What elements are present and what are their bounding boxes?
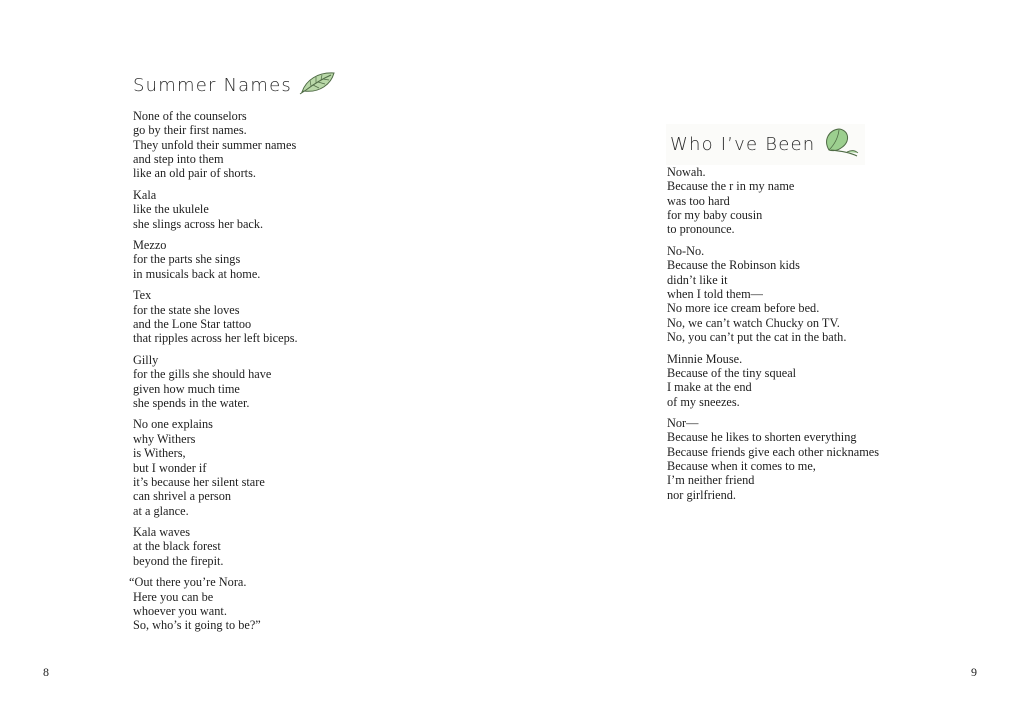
poem-line: it’s because her silent stare (133, 474, 265, 489)
page-number: 8 (43, 665, 49, 679)
stanza (133, 188, 298, 231)
poem-line: None of the counselors (133, 109, 247, 123)
poem-line: “Out there you’re Nora. (129, 575, 247, 590)
poem-line: Because friends give each other nicknames (667, 444, 880, 459)
poem-line: They unfold their summer names (133, 137, 297, 152)
poem-line: for my baby cousin (667, 208, 763, 223)
right-page (512, 0, 1024, 714)
stanza (133, 525, 298, 568)
poem-line: No, you can’t put the cat in the bath. (667, 329, 847, 344)
title-row-left (133, 70, 338, 101)
stanza (133, 109, 298, 181)
poem-line: nor girlfriend. (667, 487, 736, 502)
stanza (133, 288, 298, 345)
poem-line: Because he likes to shorten everything (667, 430, 857, 445)
poem-line: is Withers, (133, 446, 186, 461)
stanza (133, 353, 298, 410)
poem-line: Minnie Mouse. (667, 351, 743, 366)
poem-line: in musicals back at home. (133, 266, 261, 281)
poem-line: No-No. (667, 243, 705, 258)
poem-line: for the gills she should have (133, 367, 272, 382)
poem-line: No, we can’t watch Chucky on TV. (667, 315, 840, 330)
leaf-icon (298, 70, 338, 101)
poem-line: So, who’s it going to be?” (133, 618, 261, 633)
poem-body-right (667, 165, 879, 509)
poem-line: for the state she loves (133, 302, 240, 317)
poem-line: she slings across her back. (133, 216, 264, 231)
stanza (667, 416, 879, 502)
stanza (129, 575, 298, 633)
poem-line: of my sneezes. (667, 394, 740, 409)
poem-line: Tex (133, 288, 152, 303)
leaf-icon (821, 126, 861, 163)
poem-title: Summer Names (133, 75, 292, 96)
poem-line: but I wonder if (133, 460, 207, 475)
poem-line: given how much time (133, 381, 240, 396)
stanza (133, 238, 298, 281)
poem-line: when I told them— (667, 286, 763, 301)
poem-line: Kala waves (133, 525, 191, 540)
poem-line: Because when it comes to me, (667, 459, 816, 474)
poem-body-left (129, 109, 298, 640)
stanza (667, 165, 879, 237)
title-row-right (666, 124, 865, 165)
poem-line: can shrivel a person (133, 489, 231, 504)
poem-line: go by their first names. (133, 123, 247, 138)
poem-line: Nowah. (667, 165, 706, 179)
poem-line: Kala (133, 187, 157, 202)
poem-line: Because the r in my name (667, 179, 795, 194)
poem-line: like an old pair of shorts. (133, 166, 256, 181)
poem-line: Here you can be (133, 589, 214, 604)
poem-line: Gilly (133, 352, 159, 367)
poem-line: why Withers (133, 431, 196, 446)
poem-line: Because of the tiny squeal (667, 365, 797, 380)
poem-line: Nor— (667, 416, 699, 431)
poem-line: that ripples across her left biceps. (133, 331, 298, 346)
poem-line: I’m neither friend (667, 473, 755, 488)
poem-line: at a glance. (133, 503, 189, 518)
poem-line: whoever you want. (133, 603, 227, 618)
poem-line: was too hard (667, 193, 730, 208)
stanza (133, 417, 298, 517)
poem-line: and the Lone Star tattoo (133, 317, 252, 332)
stanza (667, 352, 879, 409)
page-number: 9 (971, 665, 977, 679)
poem-line: I make at the end (667, 380, 752, 395)
poem-line: Mezzo (133, 238, 167, 253)
poem-line: beyond the firepit. (133, 553, 224, 568)
poem-line: she spends in the water. (133, 395, 250, 410)
poem-line: No more ice cream before bed. (667, 301, 820, 316)
poem-line: like the ukulele (133, 202, 209, 217)
poem-line: didn’t like it (667, 272, 728, 287)
poem-line: Because the Robinson kids (667, 258, 800, 273)
poem-line: No one explains (133, 417, 213, 432)
poem-line: and step into them (133, 152, 224, 167)
poem-title: Who I’ve Been (670, 134, 816, 155)
stanza (667, 244, 879, 344)
poem-line: for the parts she sings (133, 252, 241, 267)
poem-line: at the black forest (133, 539, 221, 554)
poem-line: to pronounce. (667, 222, 735, 237)
